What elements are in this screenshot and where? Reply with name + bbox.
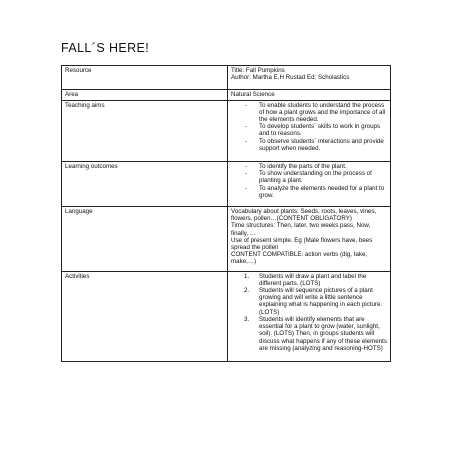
lesson-plan-table: [61, 65, 391, 362]
list-number: 2.: [244, 287, 250, 295]
row-value-resource: [228, 66, 391, 90]
dash-bullet-icon: -: [245, 101, 248, 109]
list-item: - To observe students´ interactions and provide support when needed.: [245, 137, 384, 152]
row-value-area: Natural Science: [228, 90, 391, 100]
row-label-teaching-aims: Teaching aims: [62, 100, 228, 161]
activities-list: [231, 273, 388, 352]
table-row-teaching-aims: [62, 100, 391, 161]
learning-outcomes-list: [231, 163, 388, 199]
dash-bullet-icon: -: [245, 170, 248, 178]
row-value-learning-outcomes: [228, 162, 391, 207]
list-item: - To enable students to understand the process of how a plant grows and the importance of all the elements needed.: [245, 101, 386, 124]
row-value-language: [228, 207, 391, 272]
list-number: 1.: [244, 272, 250, 280]
list-number: 3.: [244, 315, 250, 323]
list-item: 1. Students will draw a plant and label the different parts. (LOTS): [244, 272, 367, 287]
list-item: 2. Students will sequence pictures of a plant growing and will write a little sentence explaining what is happening in each picture. (LOTS): [244, 287, 383, 316]
dash-bullet-icon: -: [245, 123, 248, 131]
resource-title: Title: Fall Pumpkins: [231, 67, 285, 74]
dash-bullet-icon: -: [245, 137, 248, 145]
row-value-activities: [228, 271, 391, 361]
table-row-learning-outcomes: [62, 162, 391, 207]
language-time-structures: Time structures: Then, later, two weeks pass, Now, finally, …: [231, 222, 371, 237]
list-item: 3. Students will identify elements that are essential for a plant to grow (water, sunlight, soil). (LOTS) Then, in groups students will discuss what happens if any of these elements are missing (analyzing and reasoning-HOTS): [244, 315, 387, 352]
row-value-teaching-aims: [228, 100, 391, 161]
table-row-area: [62, 90, 391, 100]
row-label-activities: Activities: [62, 271, 228, 361]
row-label-resource: Resource: [62, 66, 228, 90]
table-row-activities: [62, 271, 391, 361]
dash-bullet-icon: -: [245, 163, 248, 171]
list-item: - To develop students´ skills to work in groups and to reasons.: [245, 123, 381, 138]
language-content-compatible: CONTENT COMPATIBLE: action verbs (dig, take, make,…): [231, 251, 368, 266]
language-vocabulary: Vocabulary about plants: Seeds, roots, leaves, vines, flowers, pollen…(CONTENT OBLIGATORY): [231, 208, 377, 223]
row-label-learning-outcomes: Learning outcomes: [62, 162, 228, 207]
row-label-language: Language: [62, 207, 228, 272]
language-present-simple: Use of present simple. Eg (Male flowers have, bees spread the pollen: [231, 236, 373, 252]
teaching-aims-list: [231, 102, 388, 152]
row-label-area: Area: [62, 90, 228, 100]
resource-author: Author: Martha E.H Rustad Ed: Scholastics: [231, 74, 350, 82]
dash-bullet-icon: -: [245, 184, 248, 192]
page-title: FALL´S HERE!: [61, 41, 150, 55]
list-item: - To identify the parts of the plant.: [245, 163, 347, 171]
list-item: - To analyze the elements needed for a plant to grow.: [245, 184, 385, 199]
list-item: - To show understanding on the process of planting a plant.: [245, 170, 372, 185]
table-row-resource: [62, 66, 391, 90]
table-row-language: [62, 207, 391, 272]
